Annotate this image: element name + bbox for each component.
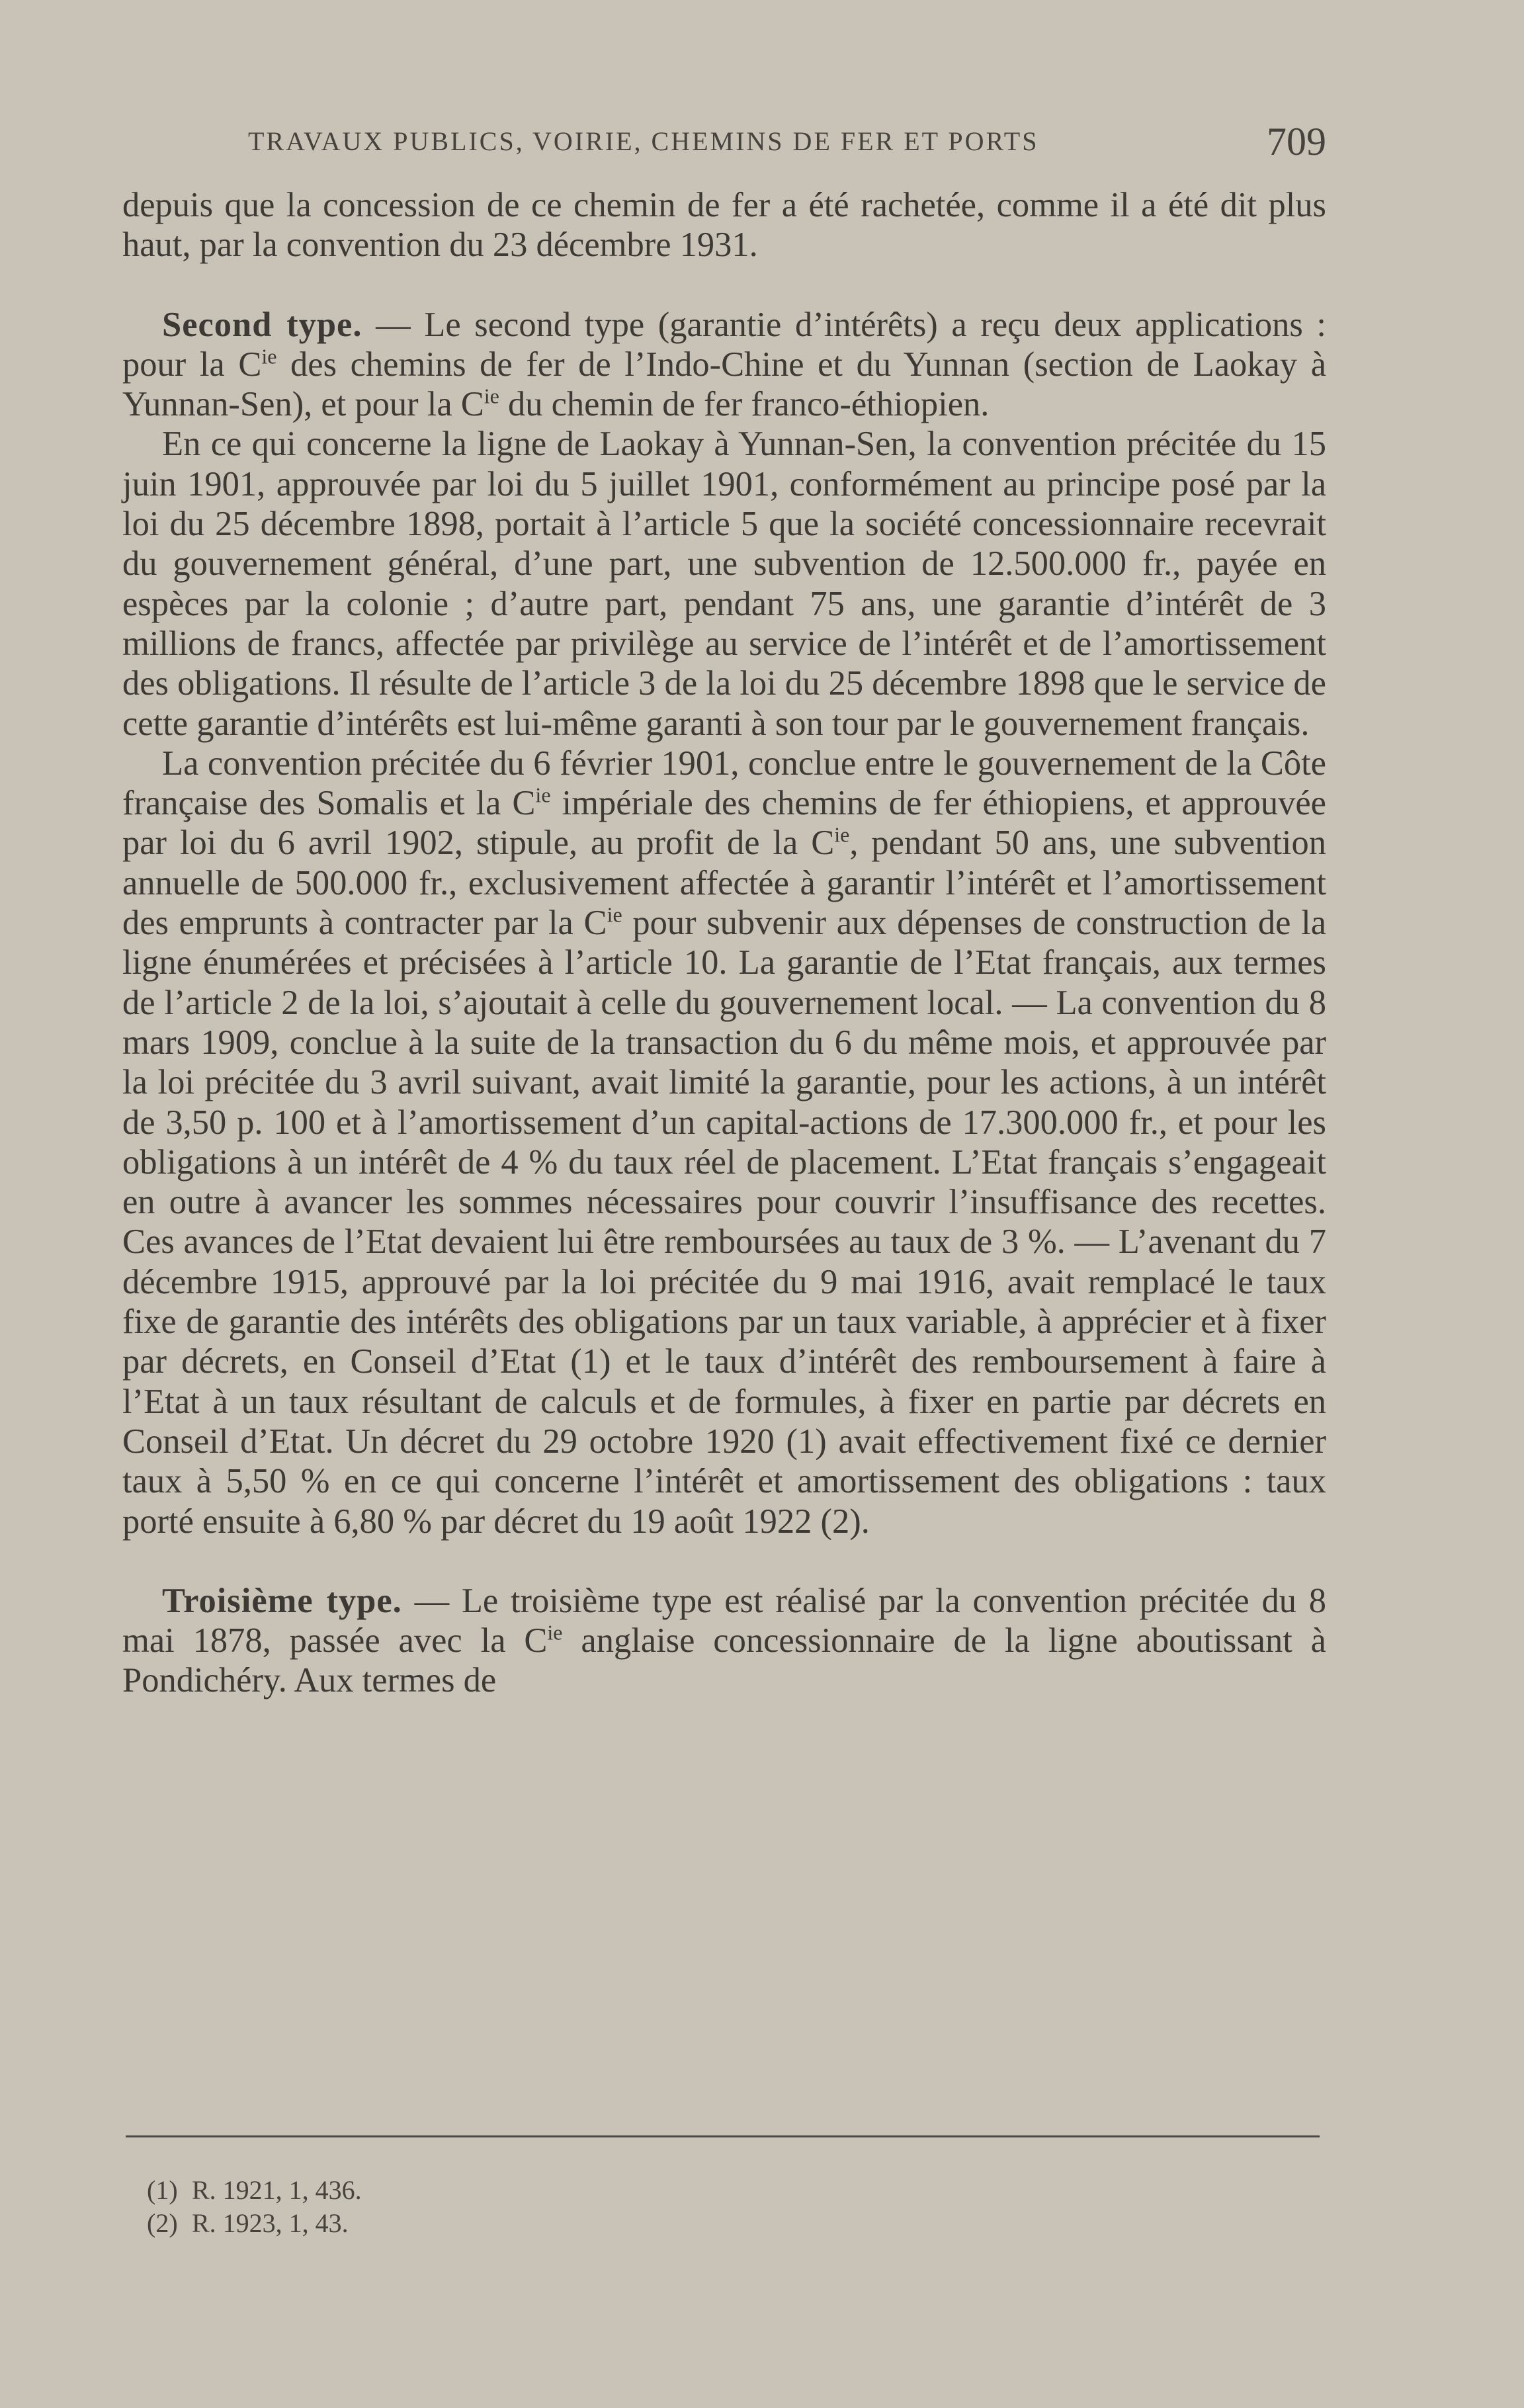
paragraph-laokay: En ce qui concerne la ligne de Laokay à Yunnan-Sen, la convention précitée du 15 juin 1901, approuvée par loi du 5 juillet 1901, conformément au principe posé par la loi du 25 décembre 1898, portait à l’article 5 que la société concessionnaire recevrait du gouvernement général, d’une part, une subvention de 12.500.000 fr., payée en espèces par la colonie ; d’autre part, pendant 75 ans, une garantie d’intérêt de 3 millions de francs, affectée par privilège au service de l’intérêt et de l’amortissement des obligations. Il résulte de l’article 3 de la loi du 25 décembre 1898 que le service de cette garantie d’intérêts est lui-même garanti à son tour par le gouvernement français. — [122, 425, 1326, 743]
paragraph-text: — Le troisième type est réalisé par la convention précitée du 8 mai 1878, passée avec la C — [122, 1581, 1326, 1660]
footnote-text: R. 1923, 1, 43. — [192, 2208, 349, 2238]
superscript: ie — [547, 1620, 563, 1645]
superscript: ie — [535, 783, 551, 807]
footnote-divider — [126, 2135, 1320, 2137]
section-title-second-type: Second type. — [162, 305, 362, 344]
superscript: ie — [834, 822, 850, 847]
superscript: ie — [607, 902, 622, 927]
running-title: TRAVAUX PUBLICS, VOIRIE, CHEMINS DE FER ET PORTS — [248, 126, 1039, 156]
superscript: ie — [261, 344, 277, 368]
section-title-third-type: Troisième type. — [162, 1581, 402, 1620]
footnote — [147, 2174, 362, 2207]
superscript: ie — [484, 384, 499, 408]
paragraph-text: La convention précitée du 6 février 1901, conclue entre le gouvernement de la Côte française des Somalis et la C — [122, 744, 1326, 823]
body-text — [122, 185, 1326, 1701]
paragraph-third-type — [122, 1581, 1326, 1701]
footnote-number: (1) — [147, 2175, 178, 2205]
paragraph-text: , pendant 50 ans, une subvention annuelle de 500.000 fr., exclusivement affectée à garantir l’intérêt et l’amortissement des emprunts à contracter par la C — [122, 824, 1326, 943]
paragraph-text: anglaise concessionnaire de la ligne aboutissant à Pondichéry. Aux termes de — [122, 1621, 1326, 1700]
paragraph-1: depuis que la concession de ce chemin de fer a été rachetée, comme il a été dit plus haut, par la convention du 23 décembre 1931. — [122, 186, 1326, 265]
paragraph-second-type — [122, 305, 1326, 425]
paragraph-text: impériale des chemins de fer éthiopiens, et approuvée par loi du 6 avril 1902, stipule, au profit de la C — [122, 784, 1326, 863]
running-header — [122, 119, 1326, 165]
footnote — [147, 2207, 362, 2240]
paragraph-text: pour subvenir aux dépenses de construction de la ligne énumérées et précisées à l’article 10. La garantie de l’Etat français, aux termes de l’article 2 de la loi, s’ajoutait à celle du gouvernement local. — La convention du 8 mars 1909, conclue à la suite de la transaction du 6 du même mois, et approuvée par la loi précitée du 3 avril suivant, avait limité la garantie, pour les actions, à un intérêt de 3,50 p. 100 et à l’amortissement d’un capital-actions de 17.300.000 fr., et pour les obligations à un intérêt de 4 % du taux réel de placement. L’Etat français s’engageait en outre à avancer les sommes nécessaires pour couvrir l’insuffisance des recettes. Ces avances de l’Etat devaient lui être remboursées au taux de 3 %. — L’avenant du 7 décembre 1915, approuvé par la loi précitée du 9 mai 1916, avait remplacé le taux fixe de garantie des intérêts des obligations par un taux variable, à apprécier et à fixer par décrets, en Conseil d’Etat (1) et le taux d’intérêt des remboursement à faire à l’Etat à un taux résultant de calculs et de formules, à fixer en partie par décrets en Conseil d’Etat. Un décret du 29 octobre 1920 (1) avait effectivement fixé ce dernier taux à 5,50 % en ce qui concerne l’intérêt et amortissement des obligations : taux porté ensuite à 6,80 % par décret du 19 août 1922 (2). — [122, 904, 1326, 1541]
page-content — [122, 119, 1326, 1701]
paragraph-ethiopian-railway — [122, 744, 1326, 1541]
paragraph-text: — Le second type (garantie d’intérêts) a reçu deux applications : pour la C — [122, 305, 1326, 384]
footnote-text: R. 1921, 1, 436. — [192, 2175, 362, 2205]
page-number: 709 — [1267, 120, 1326, 163]
footnote-number: (2) — [147, 2208, 178, 2238]
footnotes — [147, 2174, 362, 2240]
paragraph-text: des chemins de fer de l’Indo-Chine et du Yunnan (section de Laokay à Yunnan-Sen), et pour la C — [122, 345, 1327, 424]
paragraph-text: du chemin de fer franco-éthiopien. — [499, 385, 990, 424]
